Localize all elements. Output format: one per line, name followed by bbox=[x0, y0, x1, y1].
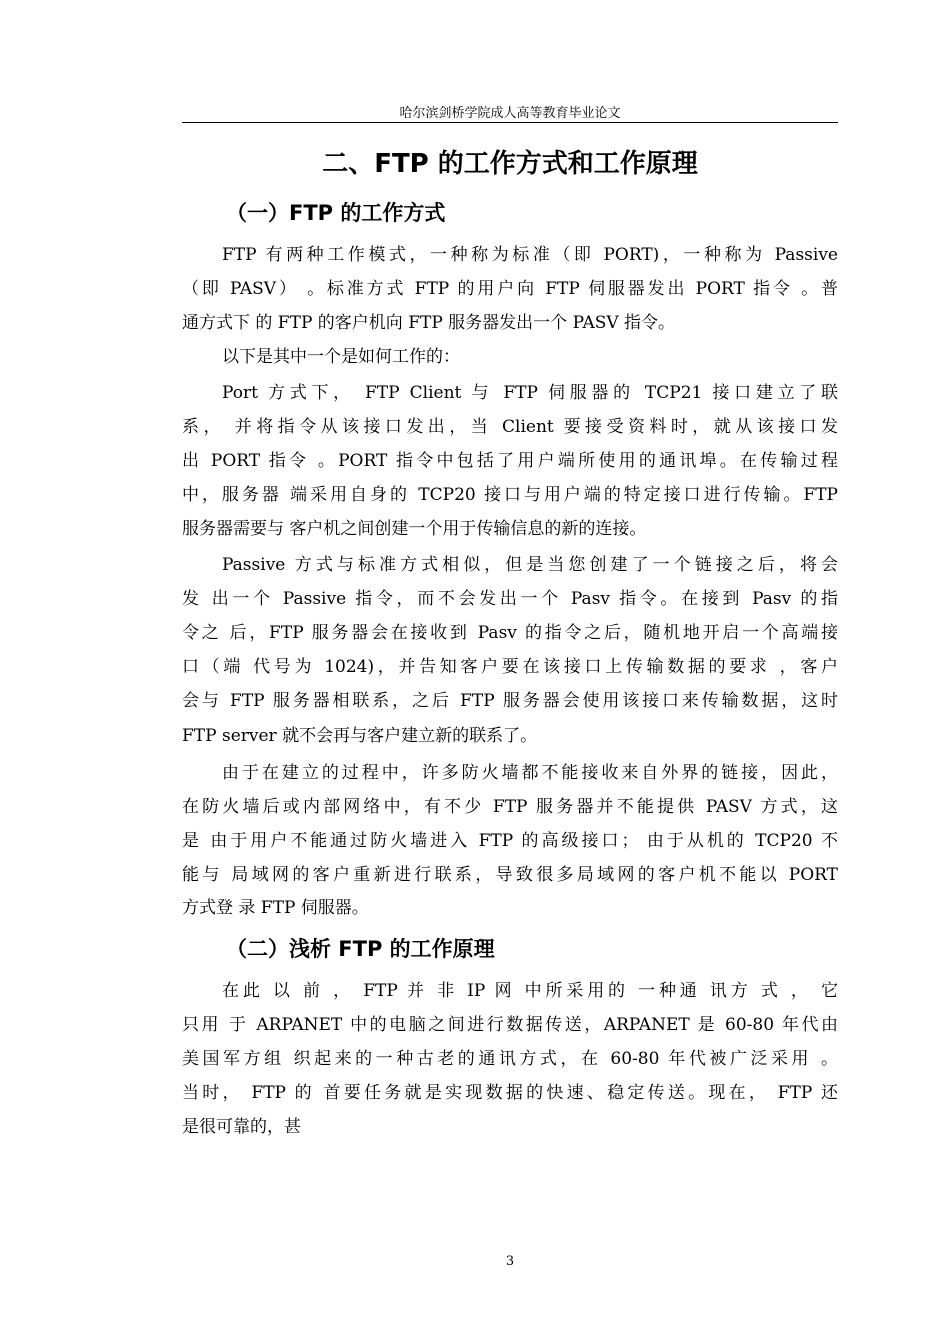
paragraph-line: 美国军方组 织起来的一种古老的通讯方式，在 60-80 年代被广泛采用 。 bbox=[182, 1049, 838, 1069]
paragraph-line: 服务器需要与 客户机之间创建一个用于传输信息的新的连接。 bbox=[182, 519, 647, 539]
section-heading-1: （一）FTP 的工作方式 bbox=[226, 201, 446, 225]
paragraph-line: FTP server 就不会再与客户建立新的联系了。 bbox=[182, 726, 538, 746]
paragraph-line: 只用 于 ARPANET 中的电脑之间进行数据传送，ARPANET 是 60-80 年代由 bbox=[182, 1015, 838, 1035]
paragraph-line: 当时， FTP 的 首要任务就是实现数据的快速、稳定传送。现在， FTP 还 bbox=[182, 1083, 838, 1103]
paragraph-line: 方式登 录 FTP 伺服器。 bbox=[182, 898, 369, 918]
paragraph-line: 系， 并将指令从该接口发出，当 Client 要接受资料时，就从该接口发 bbox=[182, 417, 838, 437]
header-rule bbox=[182, 122, 838, 123]
paragraph-line: 中，服务器 端采用自身的 TCP20 接口与用户端的特定接口进行传输。FTP bbox=[182, 485, 838, 505]
paragraph-line: Passive 方式与标准方式相似，但是当您创建了一个链接之后，将会 bbox=[222, 555, 838, 575]
paragraph-line: 通方式下 的 FTP 的客户机向 FTP 服务器发出一个 PASV 指令。 bbox=[182, 313, 676, 333]
paragraph-line: FTP 有两种工作模式，一种称为标准（即 PORT)，一种称为 Passive bbox=[222, 245, 838, 265]
paragraph-line: （即 PASV） 。标准方式 FTP 的用户向 FTP 伺服器发出 PORT 指令 。普 bbox=[182, 279, 838, 299]
paragraph-line: 以下是其中一个是如何工作的： bbox=[222, 347, 460, 367]
paragraph-line: 发 出一个 Passive 指令，而不会发出一个 Pasv 指令。在接到 Pasv 的指 bbox=[182, 589, 838, 609]
paragraph-line: 出 PORT 指令 。PORT 指令中包括了用户端所使用的通讯埠。在传输过程 bbox=[182, 451, 838, 471]
paragraph-line: 令之 后，FTP 服务器会在接收到 Pasv 的指令之后，随机地开启一个高端接 bbox=[182, 623, 838, 643]
paragraph-line: 能与 局域网的客户重新进行联系，导致很多局域网的客户机不能以 PORT bbox=[182, 865, 838, 885]
paragraph-line: 口（端 代号为 1024)，并告知客户要在该接口上传输数据的要求 ，客户 bbox=[182, 657, 838, 677]
paragraph-line: 由于在建立的过程中，许多防火墙都不能接收来自外界的链接，因此， bbox=[222, 763, 838, 783]
paragraph-line: 在防火墙后或内部网络中，有不少 FTP 服务器并不能提供 PASV 方式，这 bbox=[182, 797, 838, 817]
section-heading-2: （二）浅析 FTP 的工作原理 bbox=[226, 937, 495, 961]
paragraph-line: 会与 FTP 服务器相联系，之后 FTP 服务器会使用该接口来传输数据，这时 bbox=[182, 691, 838, 711]
paragraph-line: Port 方式下， FTP Client 与 FTP 伺服器的 TCP21 接口建立了联 bbox=[222, 383, 838, 403]
chapter-title: 二、FTP 的工作方式和工作原理 bbox=[322, 149, 698, 179]
running-header: 哈尔滨剑桥学院成人高等教育毕业论文 bbox=[399, 106, 621, 121]
page-number: 3 bbox=[505, 1254, 515, 1269]
paragraph-line: 是 由于用户不能通过防火墙进入 FTP 的高级接口； 由于从机的 TCP20 不 bbox=[182, 831, 838, 851]
paragraph-line: 是很可靠的，甚 bbox=[182, 1117, 301, 1137]
paragraph-line: 在此 以 前 ， FTP 并 非 IP 网 中所采用的 一种通 讯方 式 ， 它 bbox=[222, 981, 838, 1001]
